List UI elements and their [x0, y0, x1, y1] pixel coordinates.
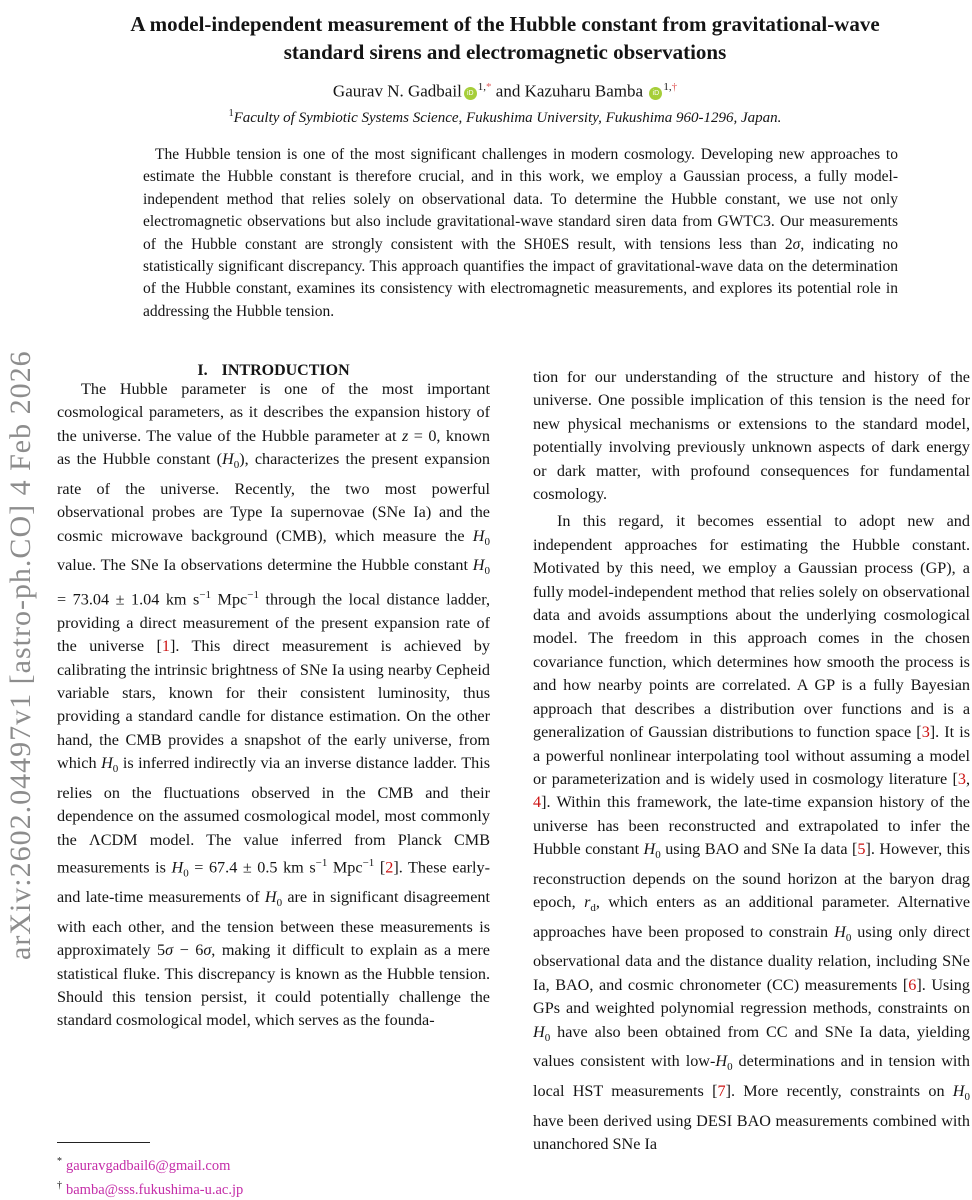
footnotes-block: [57, 1152, 243, 1200]
affiliation-line: [30, 108, 972, 127]
orcid-icon[interactable]: [649, 87, 662, 100]
orcid-icon[interactable]: [464, 87, 477, 100]
email-link-bamba[interactable]: bamba@sss.fukushima-u.ac.jp: [66, 1181, 244, 1198]
intro-paragraph-1: The Hubble parameter is one of the most important cosmological parameters, as it describes the expansion history of the universe. The value of the Hubble parameter at z = 0, known as the Hubble constant $(H_0)$, characterizes the present expansion rate of the universe. Recently, the two most powerful observational probes are Type Ia supernovae (SNe Ia) and the cosmic microwave background (CMB), which measure the $H_0$ value. The SNe Ia observations determine the Hubble constant $H_0 = 73.04 \pm 1.04$ km $s^{-1}$ Mpc$^{-1}$ through the local distance ladder, providing a direct measurement of the present expansion rate of the universe [1]. This direct measurement is achieved by calibrating the intrinsic brightness of SNe Ia using nearby Cepheid variable stars, known for their consistent luminosity, thus providing a standard candle for distance estimation. On the other hand, the CMB provides a snapshot of the early universe, from which $H_0$ is inferred indirectly via an inverse distance ladder. This relies on the fluctuations observed in the CMB and their dependence on the assumed cosmological model, most commonly the ΛCDM model. The value inferred from Planck CMB measurements is $H_0 = 67.4 \pm 0.5$ km $s^{-1}$ Mpc$^{-1}$ [2]. These early- and late-time measurements of $H_0$ are in significant disagreement with each other, and the tension between these measurements is approximately 5σ − 6σ, making it difficult to explain as a mere statistical fluke. This discrepancy is known as the Hubble tension. Should this tension persist, it could potentially challenge the standard cosmological model, which serves as the founda-: [57, 380, 490, 1030]
author-note-mark-1: *: [486, 81, 492, 93]
paper-title-line1: A model-independent measurement of the Hubble constant from gravitational-wave: [130, 12, 880, 36]
author-name-gadbail: Gaurav N. Gadbail: [332, 81, 462, 101]
author-separator: and: [491, 81, 525, 101]
intro-paragraph-1-continued: tion for our understanding of the structure and history of the universe. One possible implication of this tension is the need for new physical mechanisms or extensions to the standard model, potentially involving previously unknown aspects of dark energy or dark matter, with profound consequences for fundamental cosmology.: [533, 368, 970, 504]
section-number: I.: [197, 362, 208, 379]
paper-header: [30, 0, 972, 127]
abstract-text: The Hubble tension is one of the most significant challenges in modern cosmology. Developing new approaches to estimate the Hubble constant is therefore crucial, and in this work, we employ a Gaussian process, a fully model-independent method that relies solely on observational data. To determine the Hubble constant, we use not only electromagnetic observations but also include gravitational-wave standard siren data from GWTC3. Our measurements of the Hubble constant are strongly consistent with the SH0ES result, with tensions less than 2σ, indicating no statistically significant discrepancy. This approach quantifies the impact of gravitational-wave data on the determination of the Hubble constant, examines its consistency with electromagnetic measurements, and explores its potential role in addressing the Hubble tension.: [143, 146, 898, 320]
footnote-marker-asterisk: *: [57, 1156, 62, 1167]
footnote-item: [57, 1176, 243, 1200]
section-title: INTRODUCTION: [221, 362, 350, 379]
email-link-gadbail[interactable]: gauravgadbail6@gmail.com: [66, 1157, 231, 1174]
abstract-block: [143, 144, 898, 323]
body-column-right: [533, 366, 970, 1200]
affiliation-sup: 1: [228, 107, 234, 119]
author-note-mark-2: †: [671, 81, 678, 93]
author-affil-sup-1: 1,*: [477, 81, 492, 93]
author-line: [30, 81, 972, 102]
intro-paragraph-2: In this regard, it becomes essential to adopt new and independent approaches for estimating the Hubble constant. Motivated by this need, we employ a Gaussian process (GP), a fully model-independent method that relies solely on observational data and avoids assumptions about the underlying cosmological model. The freedom in this approach comes in the chosen covariance function, which determines how smooth the process is and how nearby points are correlated. A GP is a fully Bayesian approach that describes a distribution over functions and is a generalization of Gaussian distributions to function space [3]. It is a powerful nonlinear interpolating tool without assuming a model or parameterization and is widely used in cosmology literature [3, 4]. Within this framework, the late-time expansion history of the universe has been reconstructed and extrapolated to infer the Hubble constant $H_0$ using BAO and SNe Ia data [5]. However, this reconstruction depends on the sound horizon at the baryon drag epoch, $r_d$, which enters as an additional parameter. Alternative approaches have been proposed to constrain $H_0$ using only direct observational data and the distance duality relation, including SNe Ia, BAO, and cosmic chronometer (CC) measurements [6]. Using GPs and weighted polynomial regression methods, constraints on $H_0$ have also been obtained from CC and SNe Ia data, yielding values consistent with low-$H_0$ determinations and in tension with local HST measurements [7]. More recently, constraints on $H_0$ have been derived using DESI BAO measurements combined with unanchored SNe Ia: [533, 512, 970, 1153]
paper-title: [30, 10, 972, 66]
affiliation-text: Faculty of Symbiotic Systems Science, Fukushima University, Fukushima 960-1296, Japan.: [233, 109, 782, 126]
arxiv-watermark: arXiv:2602.04497v1 [astro-ph.CO] 4 Feb 2026: [4, 350, 37, 960]
orcid-glyph: iD: [466, 89, 474, 97]
body-column-left: [57, 378, 490, 1094]
footnote-divider: [57, 1142, 150, 1143]
orcid-glyph: iD: [652, 89, 660, 97]
paper-title-line2: standard sirens and electromagnetic observations: [283, 40, 727, 64]
footnote-item: [57, 1152, 243, 1176]
author-name-bamba: Kazuharu Bamba: [524, 81, 644, 101]
footnote-marker-dagger: †: [57, 1179, 62, 1191]
author-affil-sup-2: 1,†: [663, 81, 678, 93]
